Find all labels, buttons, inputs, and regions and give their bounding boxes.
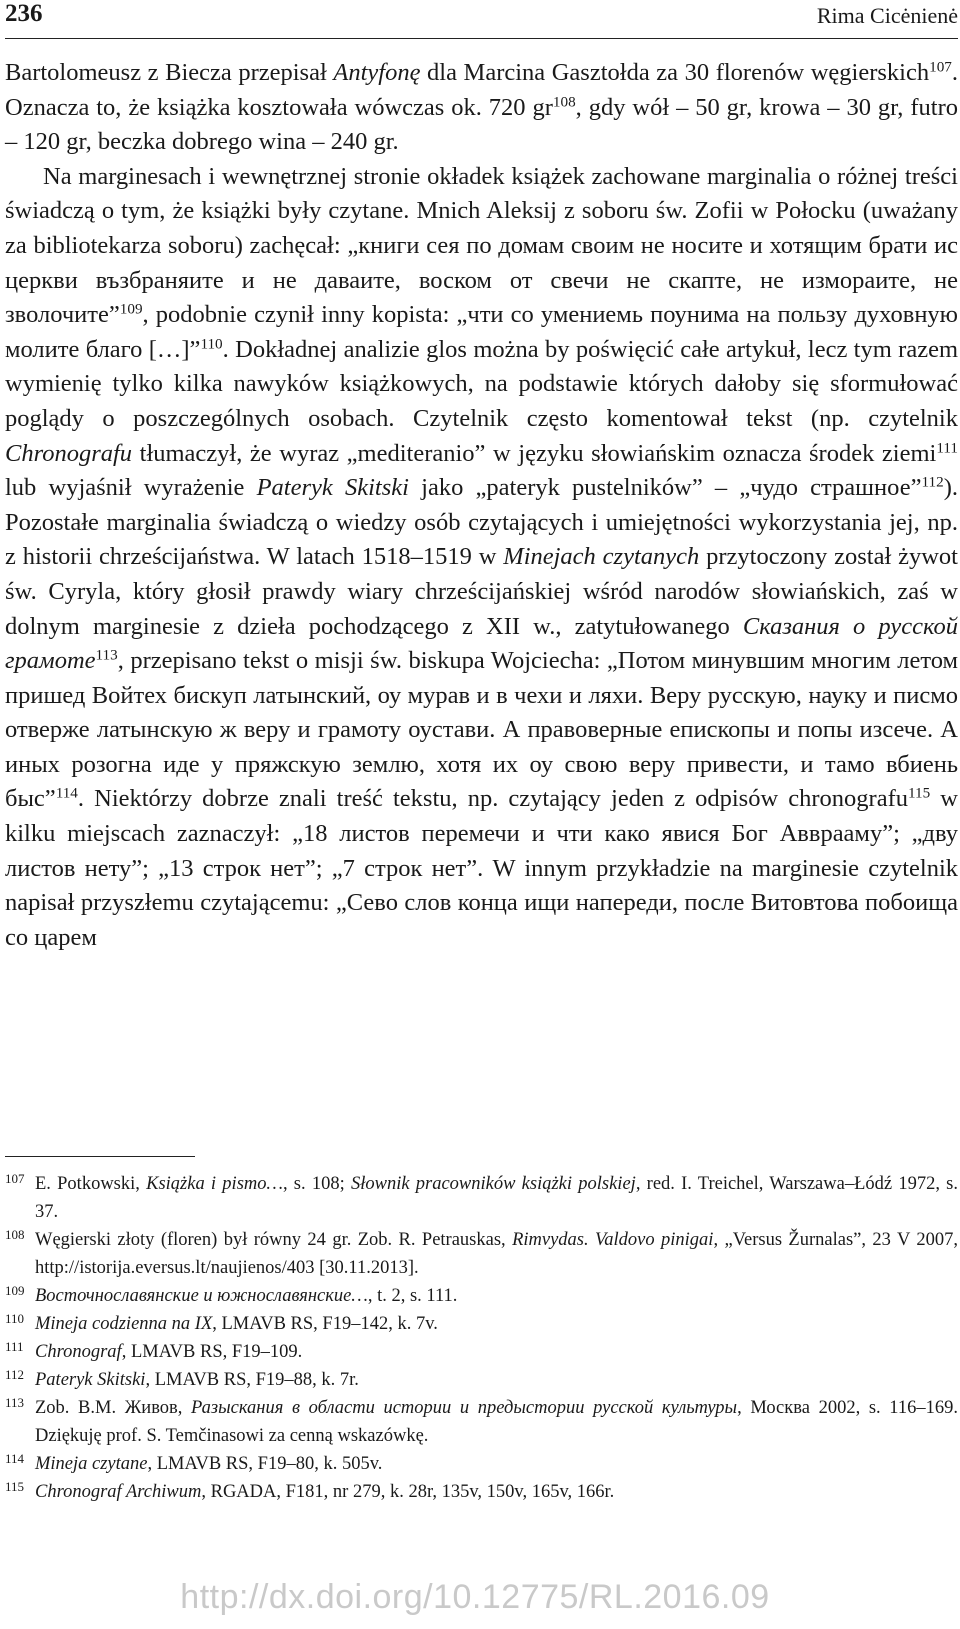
italic-title: Mineja codzienna na IX bbox=[35, 1314, 213, 1334]
footnote bbox=[5, 1338, 958, 1366]
italic-title: Słownik pracowników książki polskiej bbox=[350, 1174, 636, 1194]
footnote-number: 114 bbox=[5, 1451, 25, 1466]
text-run: Zob. В.М. Живов, bbox=[35, 1398, 192, 1418]
text-run: , LMAVB RS, F19–80, k. 505v. bbox=[147, 1454, 383, 1474]
italic-title: Rimvydas. Valdovo pinigai bbox=[512, 1230, 714, 1250]
document-page bbox=[5, 0, 958, 1629]
italic-title: Mineja czytane bbox=[35, 1454, 148, 1474]
footnote bbox=[5, 1450, 958, 1478]
text-run: Na marginesach i wewnętrznej stronie okładek książek zachowane marginalia o różnej treści świadczą o tym, że książki były czytane. Mnich Aleksij z soboru św. Zofii w Połocku (uważany za bibliotekarza soboru) zachęcał: „книги сея по домам своим не носите и хотящим брати ис церкви възбраняите и не даваите, воском от свечи не скапте, не измораите, не зволочите” bbox=[5, 162, 958, 329]
body-text bbox=[5, 56, 958, 955]
text-run: . Oznacza to, że książka kosztowała wówczas ok. 720 gr bbox=[5, 59, 958, 121]
text-run: dla Marcina Gasztołda za 30 florenów węgierskich bbox=[420, 59, 930, 86]
footnote-number: 112 bbox=[5, 1367, 25, 1382]
text-run: , „Versus Žurnalas”, 23 V 2007, http://istorija.eversus.lt/naujienos/403 [30.11.2013]. bbox=[35, 1230, 958, 1278]
text-run: w kilku miejscach zaznaczył: „18 листов перемечи и чти како явися Бог Авврааму”; „дву листов нету”; „13 строк нет”; „7 строк нет”. W innym przykładzie na marginesie czytelnik napisał przyszłemu czytającemu: „Сево слов конца ищи напереди, после Витовтова побоища со царем bbox=[5, 785, 958, 951]
doi-watermark: http://dx.doi.org/10.12775/RL.2016.09 bbox=[180, 1578, 770, 1616]
page-number: 236 bbox=[5, 0, 43, 27]
footnote-ref[interactable]: 112 bbox=[921, 473, 944, 491]
footnote bbox=[5, 1226, 958, 1282]
footnote-ref[interactable]: 109 bbox=[119, 300, 143, 318]
text-run: . Niektórzy dobrze znali treść tekstu, np. czytający jeden z odpisów chronografu bbox=[77, 785, 908, 813]
page-header bbox=[5, 0, 958, 39]
italic-title: Minejach czytanych bbox=[503, 543, 700, 571]
footnote-number: 111 bbox=[5, 1339, 24, 1354]
footnote bbox=[5, 1394, 958, 1450]
footnote bbox=[5, 1366, 958, 1394]
italic-title: Chronograf Archiwum bbox=[35, 1482, 202, 1502]
italic-title: Książka i pismo… bbox=[146, 1174, 283, 1194]
text-run: Bartolomeusz z Biecza przepisał bbox=[5, 59, 334, 86]
text-run: , przepisano tekst o misji św. biskupa Wojciecha: „Потом минувшим многим летом пришед Войтех бискуп латынский, оу мурав и в чехи и ляхи. Веру русскую, науку и писмо отверже латынскую ж веру и грамоту оустави. А правоверные епископы и попы изсече. А иных розогна иде у пряжскую землю, хотя их оу свою веру привести, и тамо вбиень быс” bbox=[5, 647, 958, 813]
text-run: , gdy wół – 50 gr, krowa – 30 gr, futro – 120 gr, beczka dobrego wina – 240 gr. bbox=[5, 93, 958, 156]
text-run: Węgierski złoty (floren) był równy 24 gr. Zob. R. Petrauskas, bbox=[35, 1230, 513, 1250]
text-run: jako „pateryk pustelników” – „чудо страшное” bbox=[408, 474, 922, 502]
footnote-number: 115 bbox=[5, 1479, 25, 1494]
footnote-ref[interactable]: 111 bbox=[936, 439, 958, 457]
footnote-number: 108 bbox=[5, 1227, 25, 1242]
italic-title: Chronograf bbox=[35, 1342, 122, 1362]
text-run: , s. 108; bbox=[282, 1174, 351, 1194]
footnote bbox=[5, 1478, 958, 1506]
text-run: , LMAVB RS, F19–142, k. 7v. bbox=[212, 1314, 438, 1334]
footnote-ref[interactable]: 113 bbox=[95, 646, 118, 664]
footnote-number: 110 bbox=[5, 1311, 25, 1326]
footnote-number: 113 bbox=[5, 1395, 25, 1410]
italic-title: Pateryk Skitski bbox=[256, 474, 409, 502]
text-run: tłumaczył, że wyraz „mediteranio” w języku słowiańskim oznacza środek ziemi bbox=[132, 439, 937, 467]
text-run: E. Potkowski, bbox=[35, 1174, 147, 1194]
footnote bbox=[5, 1170, 958, 1226]
italic-title: Chronografu bbox=[5, 439, 133, 467]
paragraph-1 bbox=[5, 56, 958, 160]
italic-title: Восточнославянские и южнославянские… bbox=[35, 1286, 368, 1306]
text-run: ). Pozostałe marginalia świadczą o wiedzy osób czytających i umiejętności wykorzystania jej, np. z historii chrześcijaństwa. W latach 1518–1519 w bbox=[5, 474, 958, 571]
footnote-divider bbox=[5, 1156, 195, 1157]
running-head-author: Rima Cicėnienė bbox=[816, 3, 958, 28]
paragraph-2 bbox=[5, 160, 958, 956]
footnote-ref[interactable]: 115 bbox=[907, 785, 931, 803]
footnote-number: 109 bbox=[5, 1283, 25, 1298]
text-run: lub wyjaśnił wyrażenie bbox=[5, 474, 257, 502]
footnote-ref[interactable]: 108 bbox=[552, 93, 576, 111]
footnote bbox=[5, 1310, 958, 1338]
text-run: , LMAVB RS, F19–109. bbox=[121, 1342, 303, 1362]
text-run: przytoczony został żywot św. Cyryla, który głosił prawdy wiary chrześcijańskiej wśród narodów słowiańskich, zaś w dolnym marginesie z dzieła pochodzącego z XII w., zatytułowanego bbox=[5, 543, 958, 640]
text-run: , t. 2, s. 111. bbox=[367, 1286, 458, 1306]
italic-title: Antyfonę bbox=[333, 59, 421, 86]
text-run: . Dokładnej analizie glos można by poświęcić całe artykuł, lecz tym razem wymienię tylko kilka nawyków książkowych, na podstawie których dałoby się sformułować poglądy o poszczególnych osobach. Czytelnik często komentował tekst (np. czytelnik bbox=[5, 335, 959, 432]
footnote-ref[interactable]: 107 bbox=[929, 58, 952, 76]
italic-title: Pateryk Skitski bbox=[35, 1370, 146, 1390]
text-run: , red. I. Treichel, Warszawa–Łódź 1972, s. 37. bbox=[35, 1174, 958, 1222]
text-run: , LMAVB RS, F19–88, k. 7r. bbox=[145, 1370, 359, 1390]
text-run: , Москва 2002, s. 116–169. Dziękuję prof. S. Temčinasowi za cenną wskazówkę. bbox=[35, 1398, 958, 1446]
footnotes bbox=[5, 1170, 958, 1506]
footnote-ref[interactable]: 114 bbox=[55, 785, 78, 803]
text-run: , podobnie czynił inny kopista: „чти со умениемь поунима на пользу духовную молите благо […]” bbox=[5, 301, 958, 363]
footnote bbox=[5, 1282, 958, 1310]
text-run: , RGADA, F181, nr 279, k. 28r, 135v, 150v, 165v, 166r. bbox=[201, 1482, 615, 1502]
footnote-number: 107 bbox=[5, 1171, 25, 1186]
footnote-ref[interactable]: 110 bbox=[200, 335, 223, 353]
italic-title: Сказания о русской грамоте bbox=[5, 612, 958, 675]
italic-title: Разыскания в области истории и предыстории русской культуры bbox=[191, 1398, 738, 1418]
